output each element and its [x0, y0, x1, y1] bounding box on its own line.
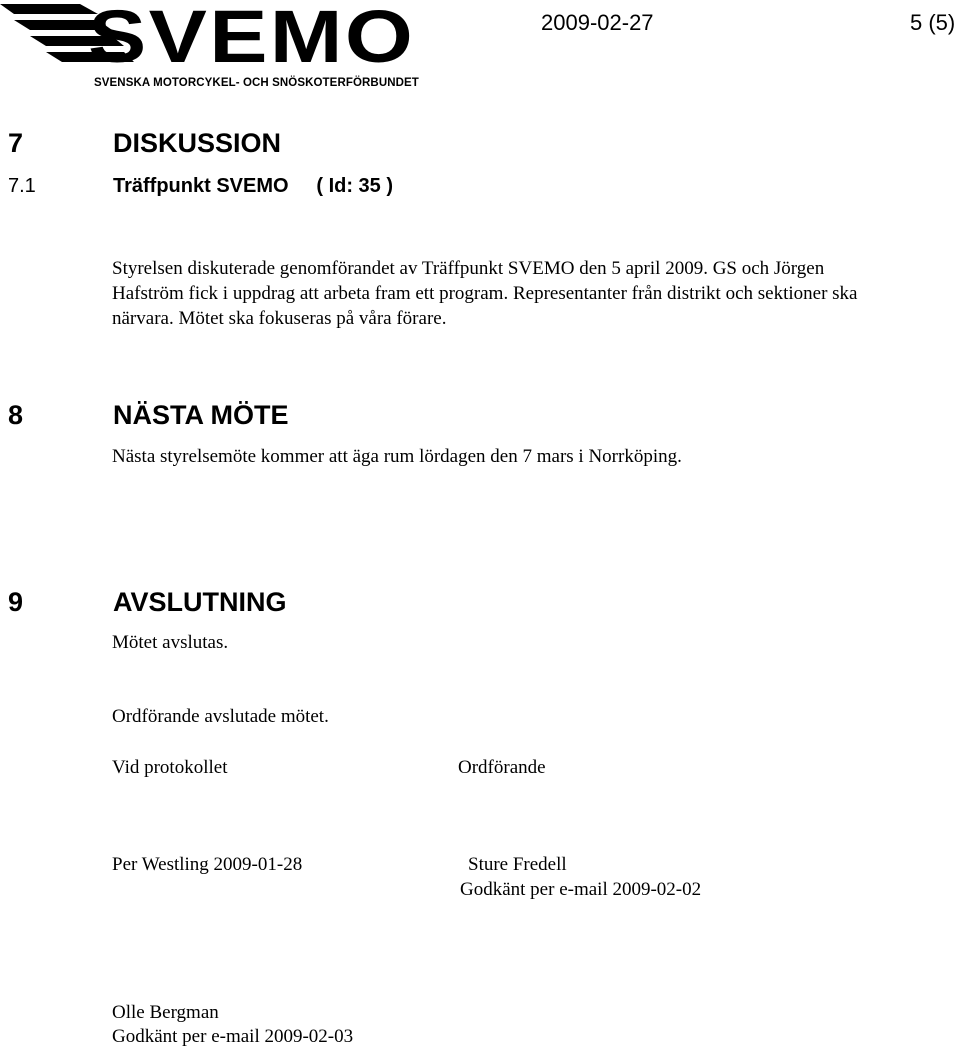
- signature-third-name: Olle Bergman: [112, 1002, 219, 1023]
- section-9-number: 9: [8, 587, 24, 617]
- paragraph-line: Hafström fick i uppdrag att arbeta fram ett program. Representanter från distrikt och sektioner ska: [112, 283, 858, 304]
- section-8-title: NÄSTA MÖTE: [113, 400, 289, 430]
- signature-third-approval: Godkänt per e-mail 2009-02-03: [112, 1026, 354, 1047]
- signature-secretary-name: Per Westling 2009-01-28: [112, 854, 303, 875]
- section-7-number: 7: [8, 128, 24, 158]
- section-8-text: Nästa styrelsemöte kommer att äga rum lördagen den 7 mars i Norrköping.: [112, 446, 682, 467]
- page-number: 5 (5): [910, 10, 956, 35]
- logo-wordmark: SVEMO: [88, 0, 416, 78]
- svemo-logo: [0, 0, 419, 92]
- section-9-text: Mötet avslutas.: [112, 632, 229, 653]
- section-8-number: 8: [8, 400, 24, 430]
- section-7-title: DISKUSSION: [113, 128, 282, 158]
- subsection-7-1-number: 7.1: [8, 175, 36, 197]
- closing-text: Ordförande avslutade mötet.: [112, 706, 329, 727]
- logo-tagline: SVENSKA MOTORCYKEL- OCH SNÖSKOTERFÖRBUNDET: [94, 77, 419, 89]
- signature-label-chair: Ordförande: [458, 757, 546, 778]
- section-9-title: AVSLUTNING: [113, 587, 287, 617]
- subsection-7-1-title: Träffpunkt SVEMO ( Id: 35 ): [113, 175, 394, 197]
- section-7-paragraph: [112, 256, 957, 331]
- paragraph-line: närvara. Mötet ska fokuseras på våra förare.: [112, 308, 447, 329]
- signature-chair-approval: Godkänt per e-mail 2009-02-02: [460, 879, 702, 900]
- signature-chair-name: Sture Fredell: [468, 854, 567, 875]
- signature-label-secretary: Vid protokollet: [112, 757, 228, 778]
- header-date: 2009-02-27: [541, 10, 654, 35]
- paragraph-line: Styrelsen diskuterade genomförandet av Träffpunkt SVEMO den 5 april 2009. GS och Jörgen: [112, 258, 825, 279]
